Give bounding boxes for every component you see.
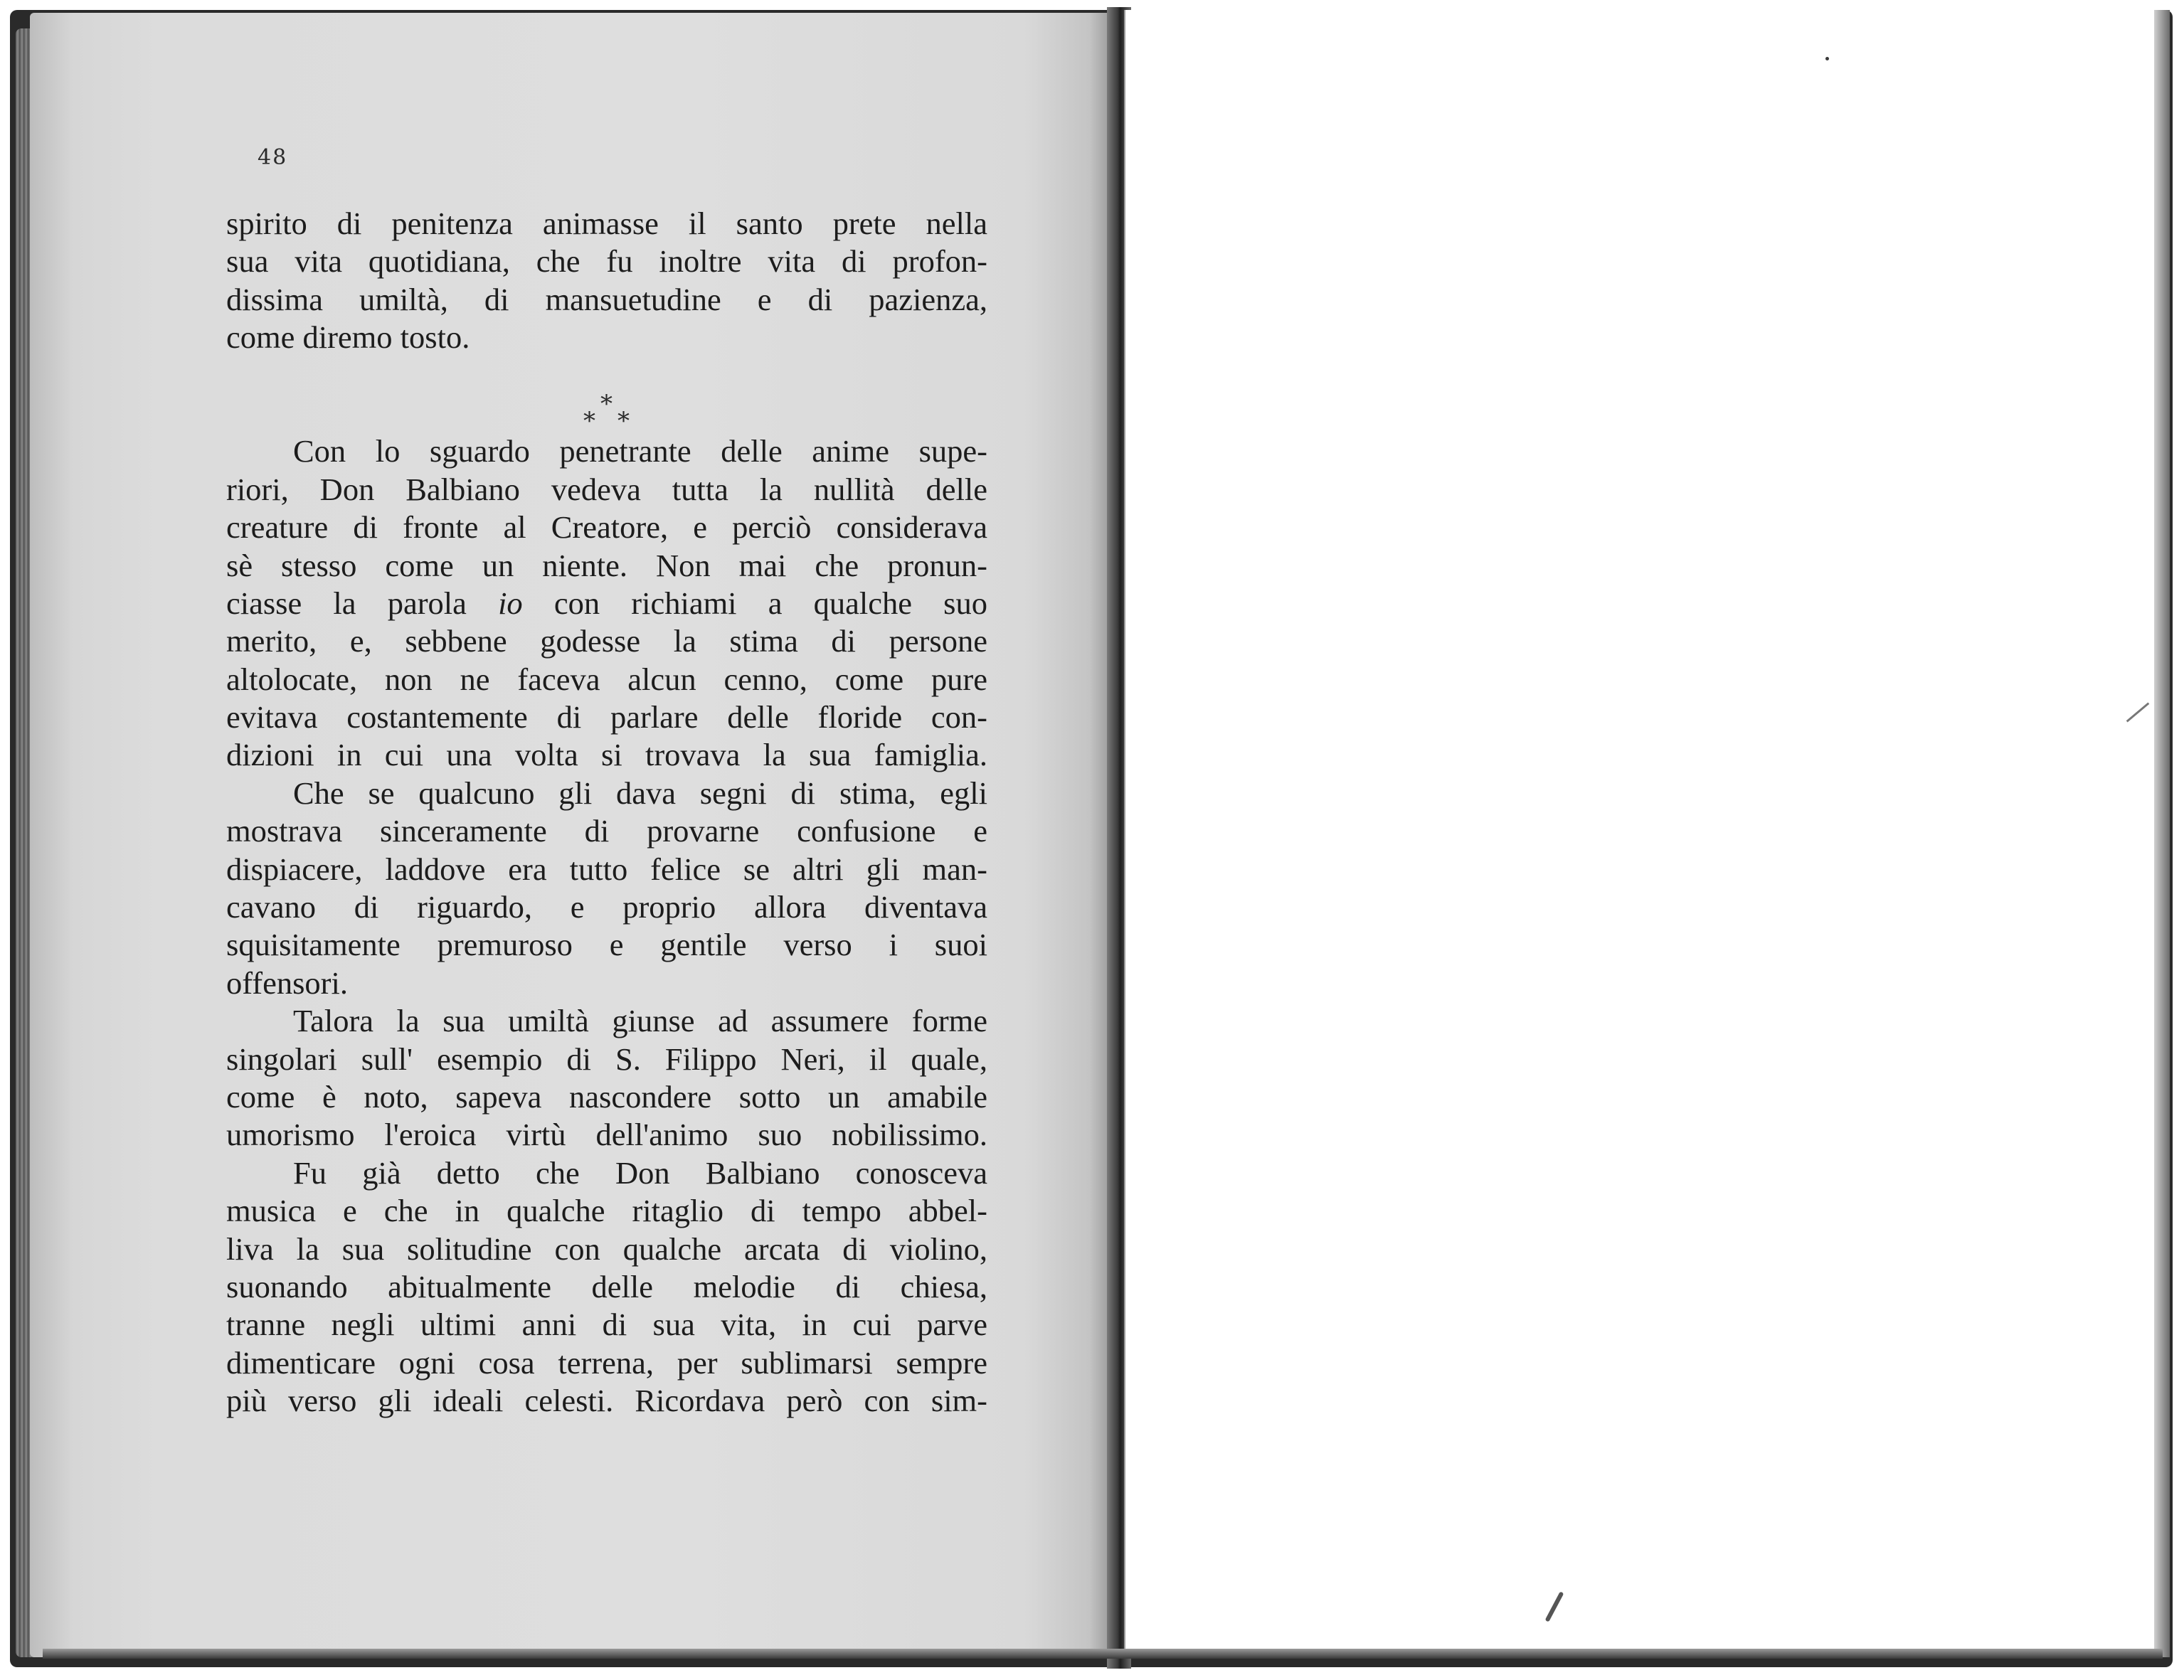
page-text: [226, 205, 987, 1420]
text-line: offensori.: [226, 964, 348, 1001]
text-line: singolari sull' esempio di S. Filippo Neri, il quale,: [226, 1041, 987, 1077]
text-line: come diremo tosto.: [226, 319, 470, 356]
text-line: sua vita quotidiana, che fu inoltre vita di profon-: [226, 243, 987, 280]
text-line: dissima umiltà, di mansuetudine e di pazienza,: [226, 281, 987, 317]
page-number: 48: [258, 145, 288, 170]
asterisk: *: [617, 407, 630, 435]
right-page-edge: [2154, 10, 2170, 1657]
asterisk: *: [600, 390, 613, 418]
asterism-divider: [582, 390, 639, 440]
scan-mark: [1825, 57, 1829, 60]
text-line: liva la sua solitudine con qualche arcata di violino,: [226, 1230, 987, 1267]
right-page-blank: [1124, 10, 2156, 1650]
text-line: mostrava sinceramente di provarne confusione e: [226, 813, 987, 849]
text-line-with-emphasis: [226, 585, 987, 622]
text-line: dispiacere, laddove era tutto felice se altri gli man-: [226, 851, 987, 887]
text-line: suonando abitualmente delle melodie di chiesa,: [226, 1268, 987, 1304]
text-line: dimenticare ogni cosa terrena, per sublimarsi sempre: [226, 1344, 987, 1381]
text-line: riori, Don Balbiano vedeva tutta la nullità delle: [226, 471, 987, 507]
emphasis-word: io: [498, 585, 523, 621]
text-fragment: con richiami a qualche suo: [522, 585, 987, 621]
text-line: Talora la sua umiltà giunse ad assumere forme: [293, 1003, 987, 1039]
text-line: più verso gli ideali celesti. Ricordava però con sim-: [226, 1383, 987, 1419]
text-fragment: ciasse la parola: [226, 585, 499, 621]
asterisk: *: [583, 407, 595, 435]
text-line: umorismo l'eroica virtù dell'animo suo nobilissimo.: [226, 1117, 987, 1153]
text-line: dizioni in cui una volta si trovava la sua famiglia.: [226, 737, 987, 773]
text-line: spirito di penitenza animasse il santo prete nella: [226, 206, 987, 241]
text-line: musica e che in qualche ritaglio di tempo abbel-: [226, 1193, 987, 1229]
text-line: merito, e, sebbene godesse la stima di persone: [226, 623, 987, 659]
text-line: sè stesso come un niente. Non mai che pronun-: [226, 547, 987, 583]
text-line: altolocate, non ne faceva alcun cenno, come pure: [226, 661, 987, 697]
text-line: cavano di riguardo, e proprio allora diventava: [226, 889, 987, 925]
text-line: tranne negli ultimi anni di sua vita, in cui parve: [226, 1307, 987, 1343]
text-line: Con lo sguardo penetrante delle anime supe-: [293, 433, 987, 469]
bottom-page-edges: [43, 1649, 2163, 1659]
text-line: evitava costantemente di parlare delle floride con-: [226, 699, 987, 735]
text-line: Che se qualcuno gli dava segni di stima, egli: [293, 775, 987, 811]
text-line: squisitamente premuroso e gentile verso i suoi: [226, 927, 987, 963]
text-line: come è noto, sapeva nascondere sotto un amabile: [226, 1079, 987, 1115]
text-line: creature di fronte al Creatore, e perciò considerava: [226, 509, 987, 546]
text-line: Fu già detto che Don Balbiano conosceva: [293, 1154, 987, 1191]
